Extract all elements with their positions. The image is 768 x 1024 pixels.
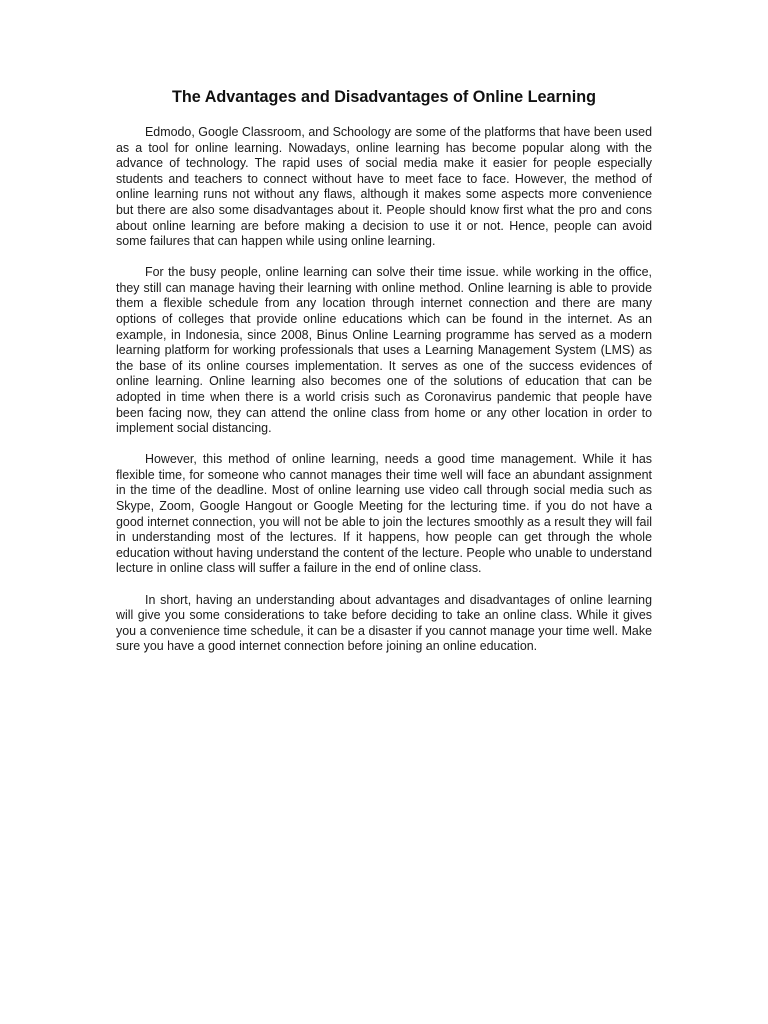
paragraph-intro: Edmodo, Google Classroom, and Schoology are some of the platforms that have been used as a tool for online learning. Nowadays, online learning has become popular along with the advance of technology. The rapid uses of social media make it easier for people especially students and teachers to connect without have to meet face to face. However, the method of online learning runs not without any flaws, although it makes some aspects more convenience but there are also some disadvantages about it. People should know first what the pro and cons about online learning are before making a decision to use it or not. Hence, people can avoid some failures that can happen while using online learning. bbox=[116, 125, 652, 249]
paragraph-disadvantages: However, this method of online learning, needs a good time management. While it has flexible time, for someone who cannot manages their time well will face an abundant assignment in the time of the deadline. Most of online learning use video call through social media such as Skype, Zoom, Google Hangout or Google Meeting for the lecturing time. if you do not have a good internet connection, you will not be able to join the lectures smoothly as a result they will fail in understanding most of the lectures. If it happens, how people can get through the whole education without having understand the content of the lecture. People who unable to understand lecture in online class will suffer a failure in the end of online class. bbox=[116, 452, 652, 576]
paragraph-advantages: For the busy people, online learning can solve their time issue. while working in the office, they still can manage having their learning with online method. Online learning is able to provide them a flexible schedule from any location through internet connection and there are many options of colleges that provide online educations which can be found in the internet. As an example, in Indonesia, since 2008, Binus Online Learning programme has served as a modern learning platform for working professionals that uses a Learning Management System (LMS) as the base of its online courses implementation. It serves as one of the success evidences of online learning. Online learning also becomes one of the solutions of education that can be adopted in time when there is a world crisis such as Coronavirus pandemic that people have been facing now, they can attend the online class from home or any other location in order to implement social distancing. bbox=[116, 265, 652, 436]
paragraph-conclusion: In short, having an understanding about advantages and disadvantages of online learning will give you some considerations to take before deciding to take an online class. While it gives you a convenience time schedule, it can be a disaster if you cannot manage your time well. Make sure you have a good internet connection before joining an online education. bbox=[116, 592, 652, 654]
document-title: The Advantages and Disadvantages of Online Learning bbox=[172, 88, 596, 106]
document-body bbox=[116, 125, 652, 670]
